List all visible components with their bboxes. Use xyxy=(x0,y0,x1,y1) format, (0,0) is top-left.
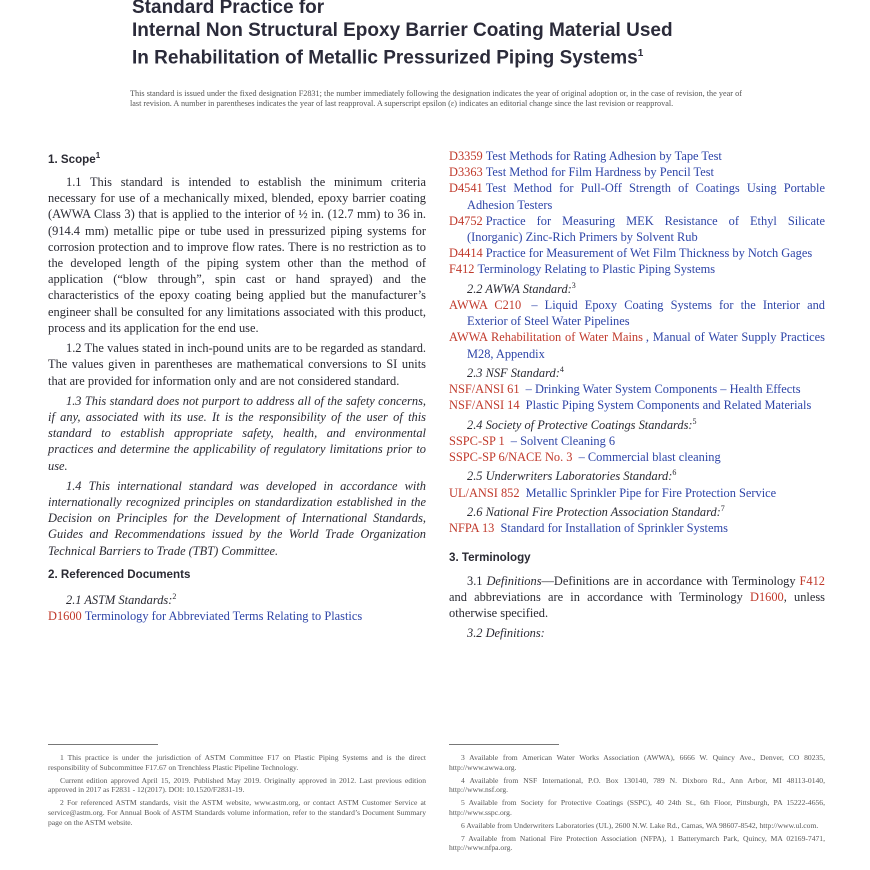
title-footnote-mark: 1 xyxy=(637,48,644,59)
paragraph-1-2: 1.2 The values stated in inch-pound units are to be regarded as standard. The values given in parentheses are mathematical conversions to SI units that are provided for information only and are not considered standard. xyxy=(48,341,426,388)
reference-item[interactable] xyxy=(449,245,825,261)
reference-title[interactable]: – Commercial blast cleaning xyxy=(575,450,721,465)
footnote: 5 Available from Society for Protective Coatings (SSPC), 40 24th St., 6th Floor, Pittsburgh, PA 15222-4656, http://www.sspc.org. xyxy=(449,798,825,817)
link-d1600[interactable]: D1600 xyxy=(750,589,784,604)
footnote: 6 Available from Underwriters Laboratories (UL), 2600 N.W. Lake Rd., Camas, WA 98607-8542, http://www.ul.com. xyxy=(461,820,819,830)
reference-item[interactable] xyxy=(449,148,825,164)
right-column xyxy=(449,148,825,645)
reference-item[interactable] xyxy=(449,433,825,449)
footnote: Current edition approved April 15, 2019. Published May 2019. Originally approved in 2012. Last previous edition approved in 2017 as F2831 - 12(2017). DOI: 10.1520/F2831-19. xyxy=(48,775,426,795)
paragraph-1-3: 1.3 This standard does not purport to address all of the safety concerns, if any, associated with its use. It is the responsibility of the user of this standard to establish appropriate safety, health, and environmental practices and determine the applicability of regulatory limitations prior to use. xyxy=(48,393,426,473)
designation-note: This standard is issued under the fixed designation F2831; the number immediately following the designation indicates the year of original adoption or, in the case of revision, the year of last revision. A number in parentheses indicates the year of last reapproval. A superscript epsilon (ε) indicates an editorial change since the last revision or reapproval. xyxy=(130,89,742,109)
footnote-divider-right xyxy=(449,744,559,745)
astm-standards-label xyxy=(48,589,426,608)
p3-1-number: 3.1 xyxy=(467,573,487,588)
reference-code[interactable]: D4752 xyxy=(449,213,483,228)
sspc-footnote-mark: 5 xyxy=(692,416,697,426)
reference-code[interactable]: F412 xyxy=(449,262,475,277)
reference-title[interactable]: Terminology Relating to Plastic Piping Systems xyxy=(477,262,716,277)
reference-item[interactable] xyxy=(449,261,825,277)
sspc-standards-label xyxy=(449,414,825,433)
paragraph-3-2: 3.2 Definitions: xyxy=(467,626,545,641)
awwa-standard-label xyxy=(449,278,825,297)
title-line-3-text: In Rehabilitation of Metallic Pressurized Piping Systems xyxy=(132,47,638,69)
section-heading-scope xyxy=(48,148,426,168)
reference-item[interactable] xyxy=(449,520,825,536)
footnote: 1 This practice is under the jurisdiction of ASTM Committee F17 on Plastic Piping Systems and is the direct responsibility of Subcommittee F17.67 on Trenchless Plastic Pipeline Technology. xyxy=(48,753,426,772)
reference-item[interactable] xyxy=(449,485,825,501)
reference-title[interactable]: Standard for Installation of Sprinkler Systems xyxy=(497,521,728,536)
reference-code[interactable]: D4541 xyxy=(449,181,483,196)
scope-footnote-mark: 1 xyxy=(95,151,101,160)
reference-code[interactable]: NSF/ANSI 14 xyxy=(449,398,520,413)
reference-item[interactable] xyxy=(449,329,825,361)
section-heading-referenced-documents: 2. Referenced Documents xyxy=(48,567,191,581)
footnote-divider-left xyxy=(48,744,158,745)
awwa-reference-list xyxy=(449,297,825,362)
sspc-label-text: 2.4 Society of Protective Coatings Standards: xyxy=(467,417,693,432)
reference-code[interactable]: D3363 xyxy=(449,165,483,180)
nsf-footnote-mark: 4 xyxy=(559,364,564,374)
reference-code[interactable]: D1600 xyxy=(48,609,82,624)
reference-code[interactable]: NFPA 13 xyxy=(449,521,495,536)
reference-item-d1600[interactable] xyxy=(48,608,426,624)
reference-title[interactable]: Plastic Piping System Components and Related Materials xyxy=(522,398,812,413)
nsf-label-text: 2.3 NSF Standard: xyxy=(467,365,560,380)
reference-title[interactable]: – Drinking Water System Components – Health Effects xyxy=(522,382,801,397)
reference-code[interactable]: NSF/ANSI 61 xyxy=(449,382,520,397)
reference-code[interactable]: D4414 xyxy=(449,246,483,261)
p3-1-text-a: —Definitions are in accordance with Terminology xyxy=(541,573,800,588)
p3-1-text-c: , unless otherwise specified. xyxy=(449,589,825,620)
reference-code[interactable]: AWWA C210 xyxy=(449,297,522,312)
section-heading-terminology: 3. Terminology xyxy=(449,551,531,565)
paragraph-1-4: 1.4 This international standard was developed in accordance with internationally recognized principles on standardization established in the Decision on Principles for the Development of International Standards, Guides and Recommendations issued by the World Trade Organization Technical Barriers to Trade (TBT) Committee. xyxy=(48,478,426,558)
left-column xyxy=(48,148,426,624)
footnote: 7 Available from National Fire Protection Association (NFPA), 1 Batterymarch Park, Quincy, MA 02169-7471, http://www.nfpa.org. xyxy=(449,833,825,853)
footnotes-left xyxy=(48,753,426,831)
footnote: 2 For referenced ASTM standards, visit the ASTM website, www.astm.org, or contact ASTM Customer Service at service@astm.org. For Annual Book of ASTM Standards volume information, refer to the standard’s Document Summary page on the ASTM website. xyxy=(48,798,426,827)
ul-reference-list xyxy=(449,485,825,501)
reference-code[interactable]: D3359 xyxy=(449,149,483,163)
reference-code[interactable]: AWWA Rehabilitation of Water Mains xyxy=(449,330,643,345)
astm-reference-list xyxy=(449,148,825,278)
reference-title[interactable]: Practice for Measuring MEK Resistance of Ethyl Silicate (Inorganic) Zinc-Rich Primers by Solvent Rub xyxy=(467,213,825,245)
sspc-reference-list xyxy=(449,433,825,465)
reference-title[interactable]: Test Method for Film Hardness by Pencil Test xyxy=(485,165,715,180)
reference-code[interactable]: SSPC-SP 1 xyxy=(449,433,505,448)
ul-standard-label xyxy=(449,465,825,484)
reference-item[interactable] xyxy=(449,381,825,397)
footnotes-right xyxy=(449,753,825,856)
nfpa-standard-label xyxy=(449,501,825,520)
awwa-label-text: 2.2 AWWA Standard: xyxy=(467,281,572,296)
title-line-3 xyxy=(132,42,832,69)
title-line-2: Internal Non Structural Epoxy Barrier Coating Material Used xyxy=(132,20,673,41)
p3-1-text-b: and abbreviations are in accordance with Terminology xyxy=(449,589,750,604)
ul-footnote-mark: 6 xyxy=(672,468,677,478)
reference-title[interactable]: Terminology for Abbreviated Terms Relating to Plastics xyxy=(84,609,363,624)
reference-item[interactable] xyxy=(449,180,825,212)
reference-item[interactable] xyxy=(449,397,825,413)
nsf-reference-list xyxy=(449,381,825,413)
ul-label-text: 2.5 Underwriters Laboratories Standard: xyxy=(467,469,673,484)
astm-footnote-mark: 2 xyxy=(172,591,177,601)
nfpa-label-text: 2.6 National Fire Protection Association Standard: xyxy=(467,504,721,519)
reference-title[interactable]: Test Method for Pull-Off Strength of Coatings Using Portable Adhesion Testers xyxy=(467,181,825,212)
title-line-1: Standard Practice for xyxy=(132,0,325,18)
footnote: 3 Available from American Water Works Association (AWWA), 6666 W. Quincy Ave., Denver, CO 80235, http://www.awwa.org. xyxy=(449,753,825,772)
reference-item[interactable] xyxy=(449,297,825,329)
reference-title[interactable]: , Manual of Water Supply Practices M28, Appendix xyxy=(467,330,825,361)
reference-title[interactable]: – Solvent Cleaning 6 xyxy=(507,433,616,448)
document-title xyxy=(132,0,832,69)
paragraph-1-1: 1.1 This standard is intended to establish the minimum criteria necessary for use of a mechanically mixed, blended, epoxy barrier coating (AWWA Class 3) that is applied to the interior of ½ in. (12.7 mm) to 36 in. (914.4 mm) metallic pipe or tube used in pressurized piping systems for corrosion protection and to improve flow rates. There is no restriction as to the developed length of the piping system other than the method of application (“blow through”, spin cast or hand sprayed) and the characteristics of the epoxy coating being applied but the manufacturer’s engineer shall be consulted for any limitations associated with this product, process and its application for the end use. xyxy=(48,175,426,335)
reference-title[interactable]: Test Methods for Rating Adhesion by Tape Test xyxy=(485,149,722,163)
reference-title[interactable]: Practice for Measurement of Wet Film Thickness by Notch Gages xyxy=(485,246,813,261)
reference-title[interactable]: – Liquid Epoxy Coating Systems for the Interior and Exterior of Steel Water Pipelines xyxy=(467,297,825,329)
nfpa-reference-list xyxy=(449,520,825,536)
p3-1-definitions: Definitions xyxy=(486,573,542,588)
awwa-footnote-mark: 3 xyxy=(571,280,576,290)
reference-title[interactable]: Metallic Sprinkler Pipe for Fire Protection Service xyxy=(522,485,777,500)
paragraph-3-1 xyxy=(449,573,825,622)
nfpa-footnote-mark: 7 xyxy=(720,503,725,513)
nsf-standard-label xyxy=(449,362,825,381)
reference-item[interactable] xyxy=(449,449,825,465)
reference-item[interactable] xyxy=(449,213,825,245)
astm-label-text: 2.1 ASTM Standards: xyxy=(66,593,173,608)
reference-code[interactable]: SSPC-SP 6/NACE No. 3 xyxy=(449,450,573,465)
reference-item[interactable] xyxy=(449,164,825,180)
scope-heading-text: 1. Scope xyxy=(48,152,96,166)
footnote: 4 Available from NSF International, P.O. Box 130140, 789 N. Dixboro Rd., Ann Arbor, MI 48113-0140, http://www.nsf.org. xyxy=(449,775,825,795)
reference-code[interactable]: UL/ANSI 852 xyxy=(449,485,520,500)
link-f412[interactable]: F412 xyxy=(799,573,825,588)
